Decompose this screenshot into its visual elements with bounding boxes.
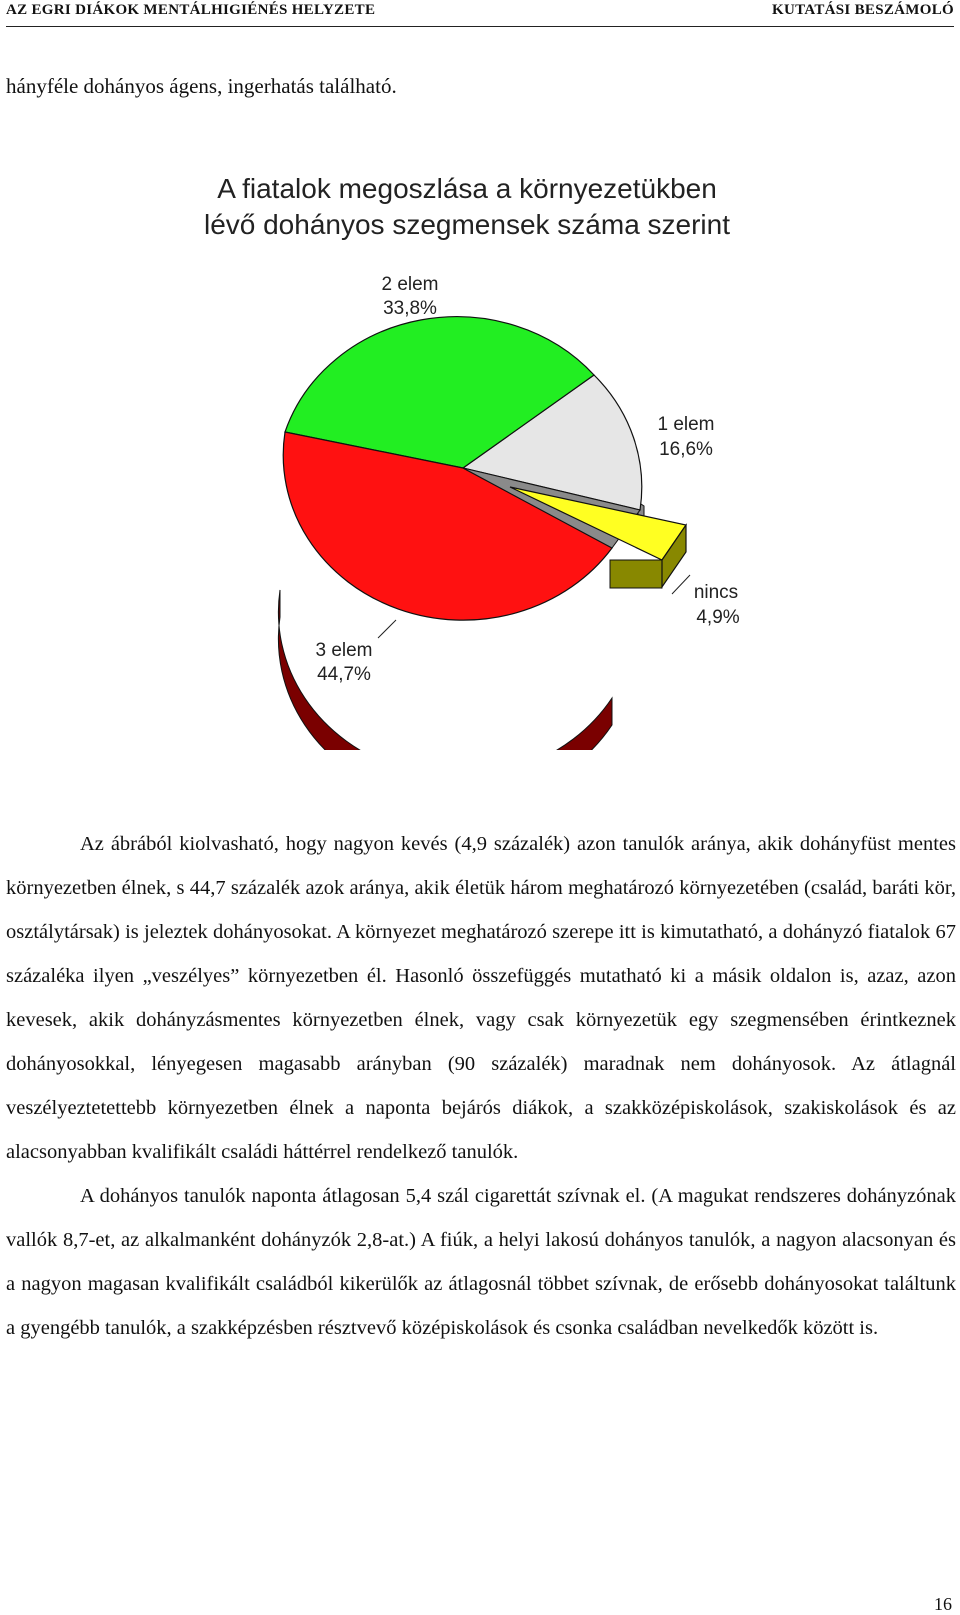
value-nincs: 4,9% <box>696 607 740 628</box>
pie-chart <box>0 150 960 750</box>
leader-line-3-elem <box>378 620 396 638</box>
label-1-elem: 1 elem <box>657 414 715 435</box>
label-3-elem: 3 elem <box>315 640 373 661</box>
chart-title-line-1: A fiatalok megoszlása a környezetükben <box>217 173 717 204</box>
value-2-elem: 33,8% <box>383 298 437 319</box>
paragraph-1: Az ábrából kiolvasható, hogy nagyon kevés (4,9 százalék) azon tanulók aránya, akik dohányfüst mentes környezetben élnek, s 44,7 százalék azok aránya, akik életük három meghatározó környezetében (család, baráti kör, osztálytársak) is jeleztek dohányosokat. A környezet meghatározó szerepe itt is kimutatható, a dohányzó fiatalok 67 százaléka ilyen „veszélyes” környezetben él. Hasonló összefüggés mutatható ki a másik oldalon is, azaz, azon kevesek, akik dohányzásmentes környezetben élnek, vagy csak környezetük egy szegmensében érintkeznek dohányosokkal, lényegesen magasabb arányban (90 százalék) maradnak nem dohányosok. Az átlagnál veszélyeztetettebb környezetben élnek a naponta bejárós diákok, a szakközépiskolások, szakiskolások és az alacsonyabban kvalifikált családi háttérrel rendelkező tanulók. <box>6 833 956 1163</box>
page-number: 16 <box>934 1594 952 1614</box>
leader-line-nincs <box>672 575 690 594</box>
body-text <box>6 822 956 1350</box>
chart-title-line-2: lévő dohányos szegmensek száma szerint <box>203 209 731 240</box>
paragraph-2: A dohányos tanulók naponta átlagosan 5,4 szál cigarettát szívnak el. (A magukat rendszeres dohányzónak vallók 8,7-et, az alkalmanként dohányzók 2,8-at.) A fiúk, a helyi lakosú dohányos tanulók, a nagyon alacsonyan és a nagyon magasan kvalifikált családból kikerülők az átlagosnál többet szívnak, de erősebb dohányosokat találtunk a gyengébb tanulók, a szakképzésben résztvevő középiskolások és csonka családban nevelkedők között is. <box>6 1185 956 1339</box>
label-nincs: nincs <box>693 582 739 603</box>
header-right-title: KUTATÁSI BESZÁMOLÓ <box>772 2 954 18</box>
label-2-elem: 2 elem <box>381 274 439 295</box>
value-1-elem: 16,6% <box>659 439 713 460</box>
value-3-elem: 44,7% <box>317 664 371 685</box>
intro-line: hányféle dohányos ágens, ingerhatás található. <box>6 74 397 98</box>
page-header <box>6 0 954 27</box>
header-left-title: AZ EGRI DIÁKOK MENTÁLHIGIÉNÉS HELYZETE <box>6 2 376 18</box>
